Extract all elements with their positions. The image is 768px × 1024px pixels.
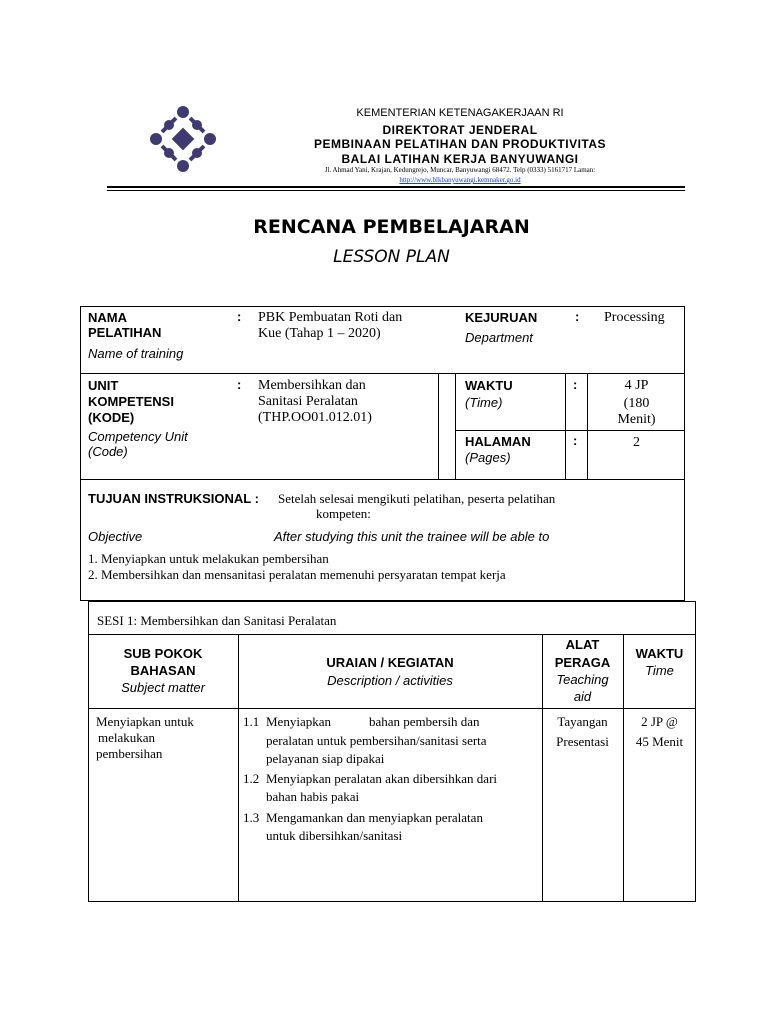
info-divider xyxy=(455,430,685,431)
pages-value: 2 xyxy=(633,435,640,450)
department-label-en: Department xyxy=(465,330,533,345)
colon: : xyxy=(573,377,578,392)
time-label-en: (Time) xyxy=(465,395,503,410)
objective-label: TUJUAN INSTRUKSIONAL : xyxy=(88,491,259,506)
time-text: 45 Menit xyxy=(635,734,684,749)
ministry-name: KEMENTERIAN KETENAGAKERJAAN RI xyxy=(356,107,564,119)
pages-label: HALAMAN xyxy=(465,434,531,449)
activity-text: bahan pembersih dan xyxy=(369,714,480,729)
objective-text: kompeten: xyxy=(316,506,371,521)
division-name: PEMBINAAN PELATIHAN DAN PRODUKTIVITAS xyxy=(313,137,607,151)
colon: : xyxy=(575,309,580,324)
page-subtitle: LESSON PLAN xyxy=(333,247,450,267)
time-value: Menit) xyxy=(617,412,656,427)
list-item: 1. Menyiapkan untuk melakukan pembersihan xyxy=(88,551,329,566)
col-activities-header-en: Description / activities xyxy=(327,673,453,688)
page-title: RENCANA PEMBELAJARAN xyxy=(253,216,530,238)
training-value: PBK Pembuatan Roti dan xyxy=(258,310,403,325)
session-divider xyxy=(88,708,696,709)
unit-value: Sanitasi Peralatan xyxy=(258,394,358,409)
objective-text: Setelah selesai mengikuti pelatihan, peserta pelatihan xyxy=(278,491,556,506)
activity-number: 1.1 xyxy=(243,714,260,729)
col-aid-header-en: aid xyxy=(573,689,592,704)
col-aid-header: ALAT xyxy=(565,637,600,652)
activity-text: Menyiapkan xyxy=(266,714,331,729)
aid-text: Presentasi xyxy=(556,734,609,749)
activity-text: Menyiapkan peralatan akan dibersihkan dari xyxy=(266,771,498,786)
colon: : xyxy=(237,377,242,392)
time-value: (180 xyxy=(623,396,650,411)
info-divider xyxy=(438,373,439,479)
col-subject-header-en: Subject matter xyxy=(121,680,205,695)
session-title: SESI 1: Membersihkan dan Sanitasi Peralatan xyxy=(97,613,337,628)
col-time-header-en: Time xyxy=(645,663,674,678)
training-value: Kue (Tahap 1 – 2020) xyxy=(258,326,381,341)
colon: : xyxy=(573,433,578,448)
institution-address: Jl. Ahmad Yani, Krajan, Kedungrejo, Muncar, Banyuwangi 68472. Telp (0333) 5161717 Laman: xyxy=(324,166,596,174)
unit-label-en: (Code) xyxy=(88,444,128,459)
activity-number: 1.3 xyxy=(243,810,260,825)
info-divider xyxy=(80,373,685,374)
time-label: WAKTU xyxy=(465,378,513,393)
unit-label: (KODE) xyxy=(88,410,135,425)
objective-text-en: After studying this unit the trainee will be able to xyxy=(274,529,550,544)
subject-text: melakukan xyxy=(98,730,156,745)
colon: : xyxy=(237,309,242,324)
ministry-logo xyxy=(144,100,222,178)
time-value: 4 JP xyxy=(624,378,649,393)
institution-name: BALAI LATIHAN KERJA BANYUWANGI xyxy=(341,152,579,166)
directorate-name: DIREKTORAT JENDERAL xyxy=(382,123,538,137)
website-link[interactable]: http://www.blkbanyuwangi.kemnaker.go.id xyxy=(399,176,521,184)
logo-icon xyxy=(144,100,222,178)
activity-text: untuk dibersihkan/sanitasi xyxy=(266,828,403,843)
training-label: NAMA xyxy=(88,310,127,325)
time-text: 2 JP @ xyxy=(641,714,678,729)
col-activities-header: URAIAN / KEGIATAN xyxy=(326,655,454,670)
subject-text: pembersihan xyxy=(96,746,163,761)
activity-text: peralatan untuk pembersihan/sanitasi serta xyxy=(266,733,487,748)
objective-label-en: Objective xyxy=(88,529,143,544)
aid-text: Tayangan xyxy=(557,714,608,729)
info-divider xyxy=(455,373,456,479)
unit-label-en: Competency Unit xyxy=(88,429,188,444)
department-value: Processing xyxy=(604,310,665,325)
training-label-en: Name of training xyxy=(88,346,184,361)
pages-label-en: (Pages) xyxy=(465,450,511,465)
col-subject-header: SUB POKOK xyxy=(123,646,203,661)
unit-value: (THP.OO01.012.01) xyxy=(258,410,372,425)
subject-text: Menyiapkan untuk xyxy=(96,714,194,729)
col-aid-header-en: Teaching xyxy=(556,672,609,687)
info-divider xyxy=(565,373,566,479)
col-subject-header: BAHASAN xyxy=(130,663,196,678)
training-label: PELATIHAN xyxy=(88,325,162,340)
activity-text: Mengamankan dan menyiapkan peralatan xyxy=(266,810,483,825)
unit-label: UNIT xyxy=(88,378,119,393)
info-divider xyxy=(80,479,685,480)
header-rule xyxy=(107,186,685,192)
activity-text: bahan habis pakai xyxy=(266,789,360,804)
col-aid-header: PERAGA xyxy=(554,655,611,670)
department-label: KEJURUAN xyxy=(465,310,538,325)
list-item: 2. Membersihkan dan mensanitasi peralatan memenuhi persyaratan tempat kerja xyxy=(88,567,506,582)
col-time-header: WAKTU xyxy=(635,646,684,661)
activity-text: pelayanan siap dipakai xyxy=(266,751,385,766)
unit-label: KOMPETENSI xyxy=(88,394,174,409)
session-divider xyxy=(88,634,696,635)
unit-value: Membersihkan dan xyxy=(258,378,366,393)
activity-number: 1.2 xyxy=(243,771,260,786)
